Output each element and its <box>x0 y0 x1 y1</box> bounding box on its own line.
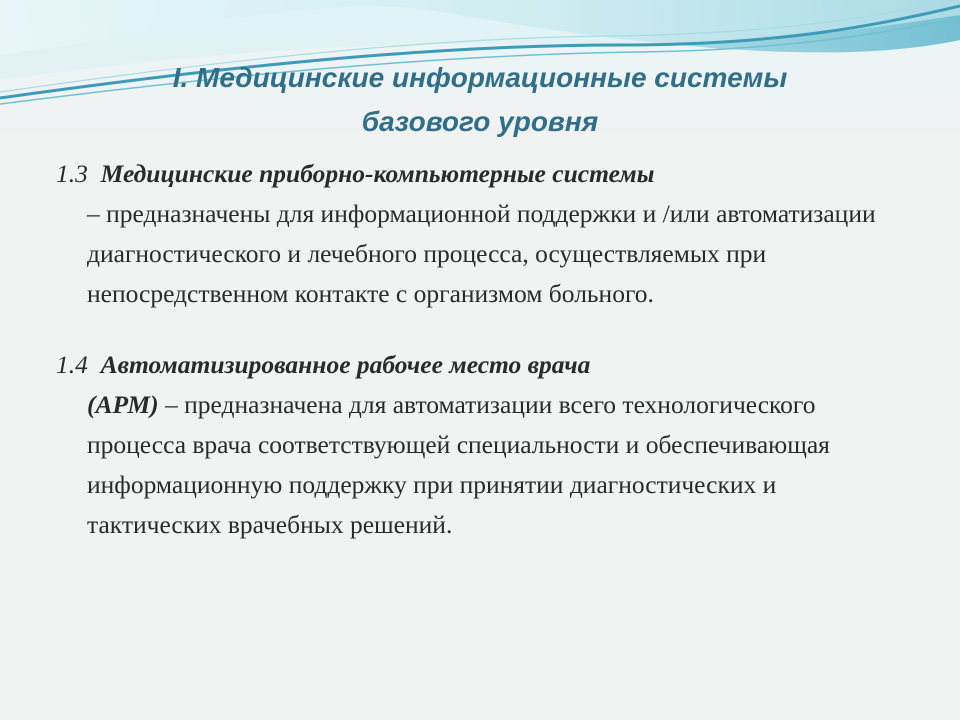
item-heading-line <box>56 345 916 385</box>
list-item <box>56 345 916 545</box>
item-number: 1.4 <box>56 350 88 379</box>
item-term: Автоматизированное рабочее место врача <box>100 350 591 379</box>
item-description: – предназначены для информационной поддержки и /или автоматизации диагностического и лечебного процесса, осуществляемых при непосредственном контакте с организмом больного. <box>87 199 876 308</box>
item-description-text: – предназначена для автоматизации всего технологического процесса врача соответствующей специальности и обеспечивающая информационную поддержку при принятии диагностических и тактических врачебных решений. <box>87 390 830 539</box>
item-description <box>56 385 916 545</box>
item-heading-line <box>56 154 916 194</box>
list-item <box>56 154 916 314</box>
slide-title <box>60 56 900 144</box>
slide-title-line2: базового уровня <box>361 106 599 137</box>
item-number: 1.3 <box>56 159 88 188</box>
slide-title-line1: I. Медицинские информационные системы <box>172 62 788 93</box>
slide-body <box>56 154 916 576</box>
item-term-abbreviation: (АРМ) <box>87 390 159 419</box>
item-term: Медицинские приборно-компьютерные системы <box>100 159 655 188</box>
